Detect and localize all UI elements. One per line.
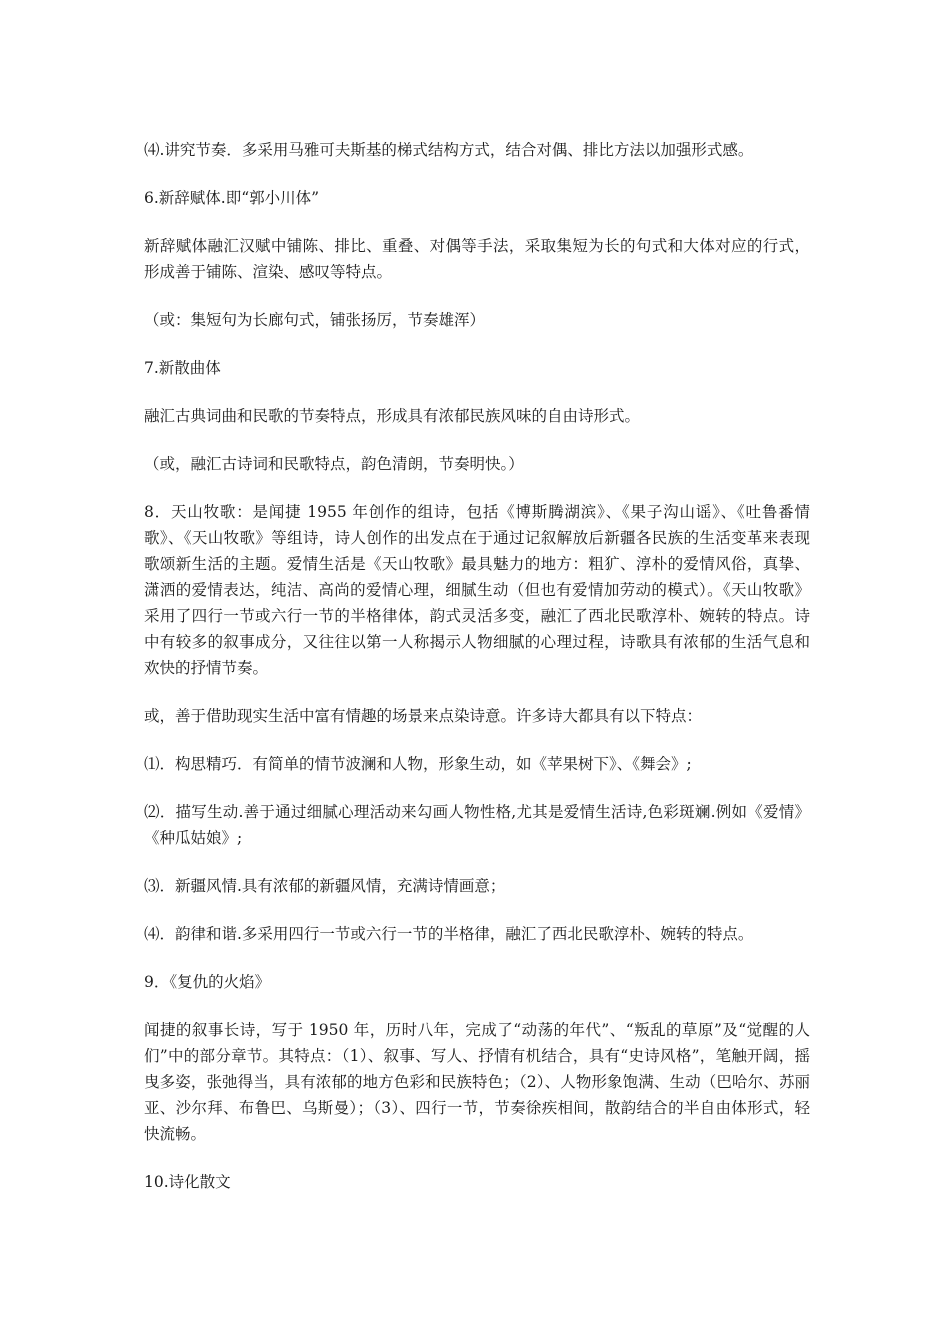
paragraph-xinsanqu-alt: （或，融汇古诗词和民歌特点，韵色清朗，节奏明快。）	[144, 455, 524, 473]
list-item-rhythm: ⑷.讲究节奏．多采用马雅可夫斯基的梯式结构方式，结合对偶、排比方法以加强形式感。	[144, 141, 754, 159]
document-body	[144, 137, 810, 1217]
paragraph-tianshan-muge: 8．天山牧歌：是闻捷 1955 年创作的组诗，包括《博斯腾湖滨》、《果子沟山谣》、《吐鲁番情歌》、《天山牧歌》等组诗，诗人创作的出发点在于通过记叙解放后新疆各民族的生活变革来表现歌颂新生活的主题。爱情生活是《天山牧歌》最具魅力的地方：粗犷、淳朴的爱情风俗，真挚、潇洒的爱情表达，纯洁、高尚的爱情心理，细腻生动（但也有爱情加劳动的模式）。《天山牧歌》采用了四行一节或六行一节的半格律体，韵式灵活多变，融汇了西北民歌淳朴、婉转的特点。诗中有较多的叙事成分，又往往以第一人称揭示人物细腻的心理过程，诗歌具有浓郁的生活气息和欢快的抒情节奏。	[144, 503, 810, 677]
paragraph-xincifu-desc: 新辞赋体融汇汉赋中铺陈、排比、重叠、对偶等手法，采取集短为长的句式和大体对应的行式，形成善于铺陈、渲染、感叹等特点。	[144, 237, 810, 281]
list-item-miaoxie: ⑵．描写生动.善于通过细腻心理活动来勾画人物性格,尤其是爱情生活诗,色彩斑斓.例如《爱情》《种瓜姑娘》;	[144, 803, 810, 847]
paragraph-xinsanqu-desc: 融汇古典词曲和民歌的节奏特点，形成具有浓郁民族风味的自由诗形式。	[144, 407, 641, 425]
paragraph-tianshan-alt: 或，善于借助现实生活中富有情趣的场景来点染诗意。许多诗大都具有以下特点：	[144, 707, 703, 725]
section-heading-fuchou: 9．《复仇的火焰》	[144, 973, 271, 991]
section-heading-xinsanqu: 7.新散曲体	[144, 359, 221, 377]
list-item-gousi: ⑴．构思精巧．有简单的情节波澜和人物，形象生动，如《苹果树下》、《舞会》;	[144, 755, 692, 773]
list-item-yunlv: ⑷．韵律和谐.多采用四行一节或六行一节的半格律，融汇了西北民歌淳朴、婉转的特点。	[144, 925, 754, 943]
section-heading-xincifu: 6.新辞赋体.即“郭小川体”	[144, 189, 320, 207]
paragraph-xincifu-alt: （或：集短句为长廊句式，铺张扬厉，节奏雄浑）	[144, 311, 486, 329]
list-item-fengqing: ⑶．新疆风情.具有浓郁的新疆风情，充满诗情画意；	[144, 877, 506, 895]
section-heading-shihua-sanwen: 10.诗化散文	[144, 1173, 231, 1191]
paragraph-fuchou-desc: 闻捷的叙事长诗，写于 1950 年，历时八年，完成了“动荡的年代”、“叛乱的草原”及“觉醒的人们”中的部分章节。其特点：（1）、叙事、写人、抒情有机结合，具有“史诗风格”，笔触开阔，摇曳多姿，张弛得当，具有浓郁的地方色彩和民族特色；（2）、人物形象饱满、生动（巴哈尔、苏丽亚、沙尔拜、布鲁巴、乌斯曼）；（3）、四行一节，节奏徐疾相间，散韵结合的半自由体形式，轻快流畅。	[144, 1021, 810, 1143]
